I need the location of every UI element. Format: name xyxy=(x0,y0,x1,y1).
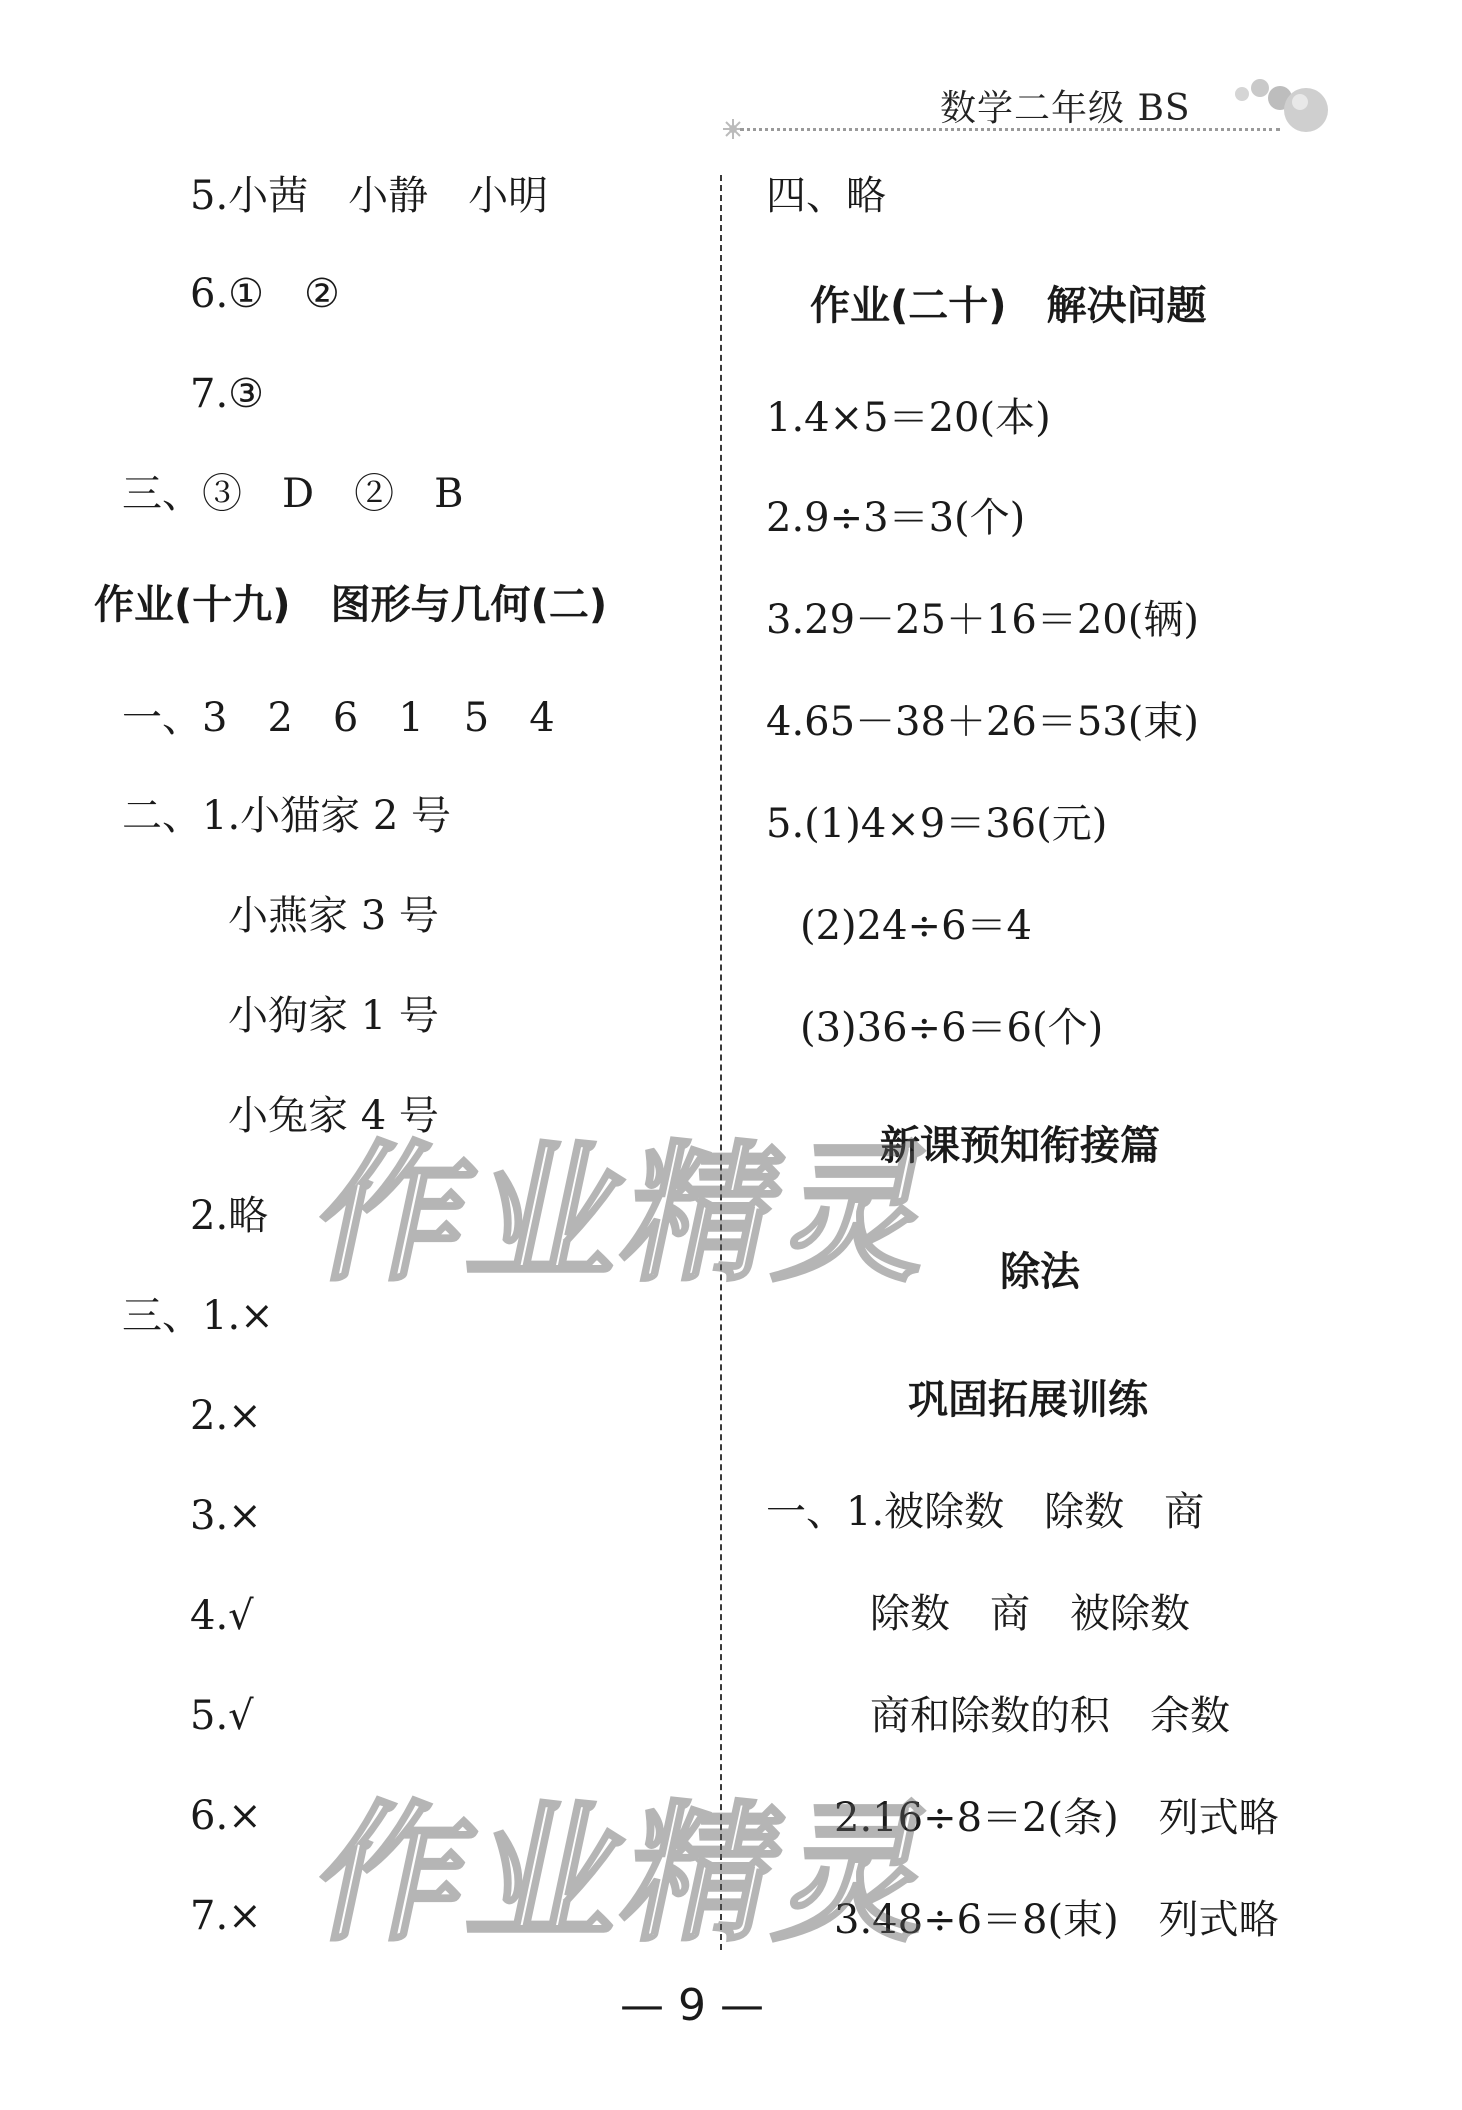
header-dotted-rule xyxy=(740,128,1280,131)
answer-line: 小燕家 3 号 xyxy=(228,893,439,939)
answer-line: 7.× xyxy=(190,1893,262,1939)
answer-line: 小兔家 4 号 xyxy=(228,1093,439,1139)
answer-line: 3.× xyxy=(190,1493,262,1539)
section-heading: 新课预知衔接篇 xyxy=(880,1123,1160,1169)
answer-line: 二、1.小猫家 2 号 xyxy=(122,793,452,839)
answer-line: 7.③ xyxy=(190,371,265,417)
answer-line: 小狗家 1 号 xyxy=(228,993,439,1039)
answer-line: 三、1.× xyxy=(122,1293,274,1339)
answer-line: 3.48÷6＝8(束) 列式略 xyxy=(834,1897,1279,1943)
section-heading: 作业(二十) 解决问题 xyxy=(810,283,1207,329)
answer-line: 2.略 xyxy=(190,1193,269,1239)
watermark: 作业精灵 xyxy=(301,1128,955,1302)
header-title: 数学二年级 BS xyxy=(940,88,1191,129)
answer-line: 一、3 2 6 1 5 4 xyxy=(122,695,555,741)
answer-line: 2.9÷3＝3(个) xyxy=(766,495,1026,541)
answer-line: 四、略 xyxy=(766,173,886,219)
answer-line: (3)36÷6＝6(个) xyxy=(800,1005,1104,1051)
answer-line: 6.① ② xyxy=(190,271,340,317)
section-heading: 作业(十九) 图形与几何(二) xyxy=(94,582,608,628)
answer-line: 4.65－38＋26＝53(束) xyxy=(766,699,1199,745)
section-heading: 除法 xyxy=(1000,1249,1080,1295)
answer-line: 5.√ xyxy=(190,1693,254,1739)
column-divider xyxy=(720,175,722,1950)
answer-line: 3.29－25＋16＝20(辆) xyxy=(766,597,1199,643)
section-heading: 巩固拓展训练 xyxy=(908,1377,1148,1423)
answer-line: 5.(1)4×9＝36(元) xyxy=(766,801,1108,847)
answer-line: 1.4×5＝20(本) xyxy=(766,395,1051,441)
answer-line: 2.16÷8＝2(条) 列式略 xyxy=(834,1795,1279,1841)
answer-line: 一、1.被除数 除数 商 xyxy=(766,1489,1205,1535)
answer-line: 6.× xyxy=(190,1793,262,1839)
answer-line: (2)24÷6＝4 xyxy=(800,903,1032,949)
answer-line: 5.小茜 小静 小明 xyxy=(190,173,549,219)
bubbles-ornament-icon xyxy=(1230,72,1340,152)
answer-line: 除数 商 被除数 xyxy=(870,1591,1190,1637)
page-number: — 9 — xyxy=(620,1980,764,2031)
watermark: 作业精灵 xyxy=(301,1788,955,1962)
answer-line: 三、③ D ② B xyxy=(122,471,464,517)
answer-line: 2.× xyxy=(190,1393,262,1439)
answer-line: 商和除数的积 余数 xyxy=(870,1693,1230,1739)
answer-line: 4.√ xyxy=(190,1593,254,1639)
